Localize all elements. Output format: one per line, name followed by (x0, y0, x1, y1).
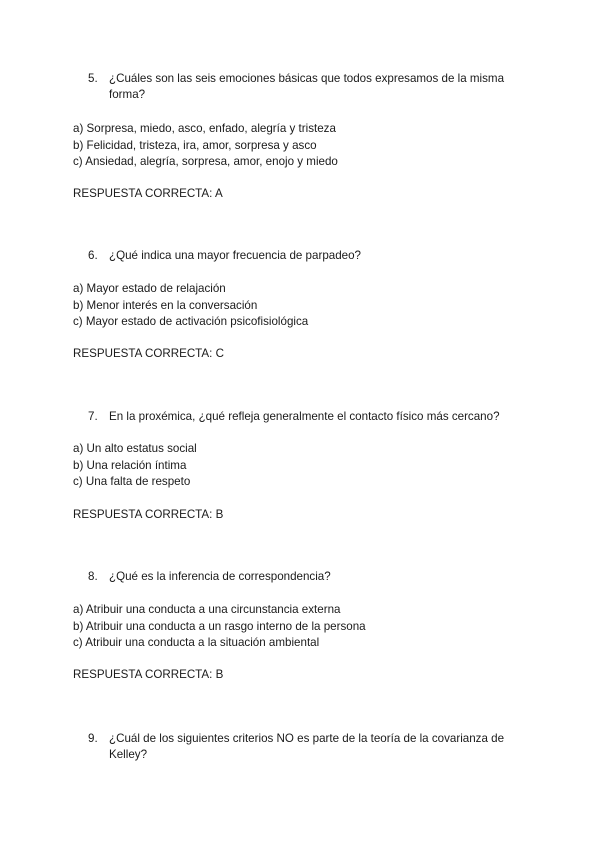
options-6 (73, 281, 553, 331)
answer-7: RESPUESTA CORRECTA: B (73, 508, 224, 521)
option-c: c) Ansiedad, alegría, sorpresa, amor, enojo y miedo (73, 155, 338, 168)
option-b: b) Una relación íntima (73, 458, 187, 472)
option-a: a) Un alto estatus social (73, 442, 197, 455)
question-number: 9. (88, 732, 98, 745)
answer-5: RESPUESTA CORRECTA: A (73, 187, 223, 200)
option-b: b) Atribuir una conducta a un rasgo interno de la persona (73, 619, 366, 633)
options-5 (73, 121, 553, 171)
answer-6: RESPUESTA CORRECTA: C (73, 347, 224, 360)
question-9 (88, 731, 528, 763)
option-c: c) Una falta de respeto (73, 475, 191, 488)
question-7 (88, 409, 528, 425)
option-a: a) Mayor estado de relajación (73, 282, 226, 295)
option-c: c) Mayor estado de activación psicofisiológica (73, 315, 309, 328)
option-b: b) Menor interés en la conversación (73, 298, 258, 312)
question-text: ¿Qué indica una mayor frecuencia de parpadeo? (109, 249, 361, 262)
question-text: En la proxémica, ¿qué refleja generalmente el contacto físico más cercano? (109, 410, 500, 423)
question-text: ¿Cuáles son las seis emociones básicas que todos expresamos de la misma forma? (109, 72, 505, 101)
answer-8: RESPUESTA CORRECTA: B (73, 668, 224, 681)
question-text: ¿Cuál de los siguientes criterios NO es parte de la teoría de la covarianza de Kelley? (109, 732, 505, 761)
option-c: c) Atribuir una conducta a la situación ambiental (73, 636, 320, 649)
option-a: a) Sorpresa, miedo, asco, enfado, alegría y tristeza (73, 122, 336, 135)
question-number: 7. (88, 410, 98, 423)
option-b: b) Felicidad, tristeza, ira, amor, sorpresa y asco (73, 138, 317, 152)
question-text: ¿Qué es la inferencia de correspondencia? (109, 570, 331, 583)
question-5 (88, 71, 528, 103)
question-number: 8. (88, 570, 98, 583)
question-number: 5. (88, 72, 98, 85)
option-a: a) Atribuir una conducta a una circunstancia externa (73, 603, 341, 616)
question-number: 6. (88, 249, 98, 262)
question-6 (88, 248, 528, 264)
question-8 (88, 569, 528, 585)
options-7 (73, 441, 553, 491)
options-8 (73, 602, 553, 652)
